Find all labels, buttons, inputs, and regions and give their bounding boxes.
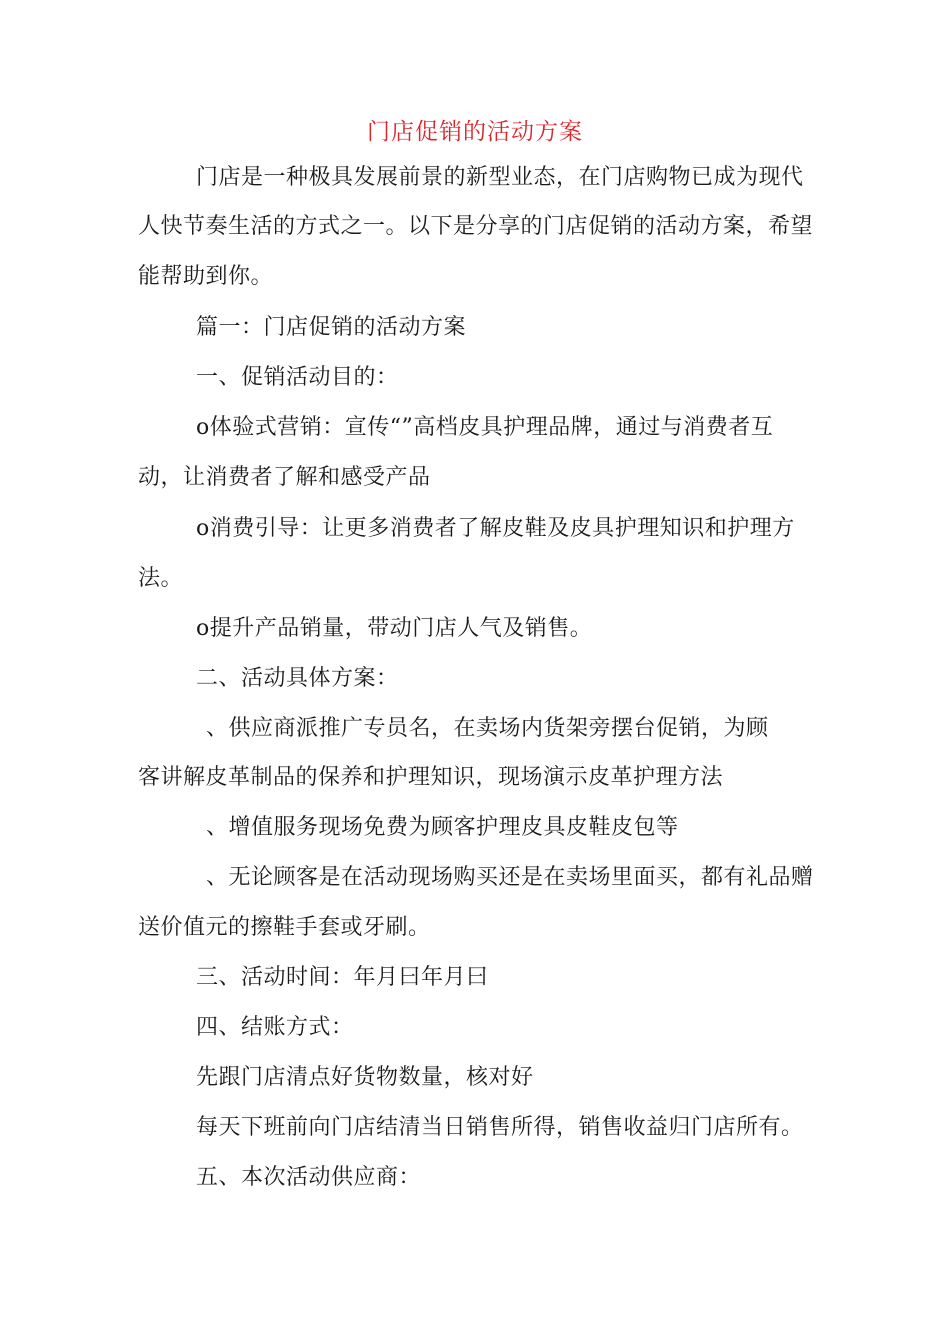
- section-heading: 二、活动具体方案：: [196, 666, 399, 691]
- bullet-line: o提升产品销量，带动门店人气及销售。: [196, 616, 593, 641]
- section-heading: 一、促销活动目的：: [196, 365, 399, 390]
- section-heading: 五、本次活动供应商：: [196, 1165, 422, 1190]
- bullet-line: 法。: [138, 566, 184, 591]
- paragraph-line: 能帮助到你。: [138, 264, 274, 289]
- paragraph-line: 每天下班前向门店结清当日销售所得，销售收益归门店所有。: [196, 1115, 804, 1140]
- plan-item-line: 、供应商派推广专员名，在卖场内货架旁摆台促销，为顾: [206, 716, 769, 741]
- bullet-line: o消费引导：让更多消费者了解皮鞋及皮具护理知识和护理方: [196, 516, 795, 541]
- paragraph-line: 人快节奏生活的方式之一。以下是分享的门店促销的活动方案，希望: [138, 214, 814, 239]
- plan-item-line: 、增值服务现场免费为顾客护理皮具皮鞋皮包等: [206, 815, 679, 840]
- paragraph-line: 先跟门店清点好货物数量，核对好: [196, 1065, 534, 1090]
- document-title: 门店促销的活动方案: [367, 119, 583, 145]
- paragraph-line: 门店是一种极具发展前景的新型业态，在门店购物已成为现代: [196, 165, 804, 190]
- bullet-line: o体验式营销：宣传“”高档皮具护理品牌，通过与消费者互: [196, 415, 774, 440]
- plan-item-line: 、无论顾客是在活动现场购买还是在卖场里面买，都有礼品赠: [206, 865, 814, 890]
- section-heading: 四、结账方式：: [196, 1015, 354, 1040]
- section-heading: 篇一：门店促销的活动方案: [196, 315, 467, 340]
- section-heading: 三、活动时间：年月曰年月曰: [196, 965, 489, 990]
- bullet-line: 动，让消费者了解和感受产品: [138, 465, 431, 490]
- plan-item-line: 送价值元的擦鞋手套或牙刷。: [138, 915, 431, 940]
- plan-item-line: 客讲解皮革制品的保养和护理知识，现场演示皮革护理方法: [138, 765, 724, 790]
